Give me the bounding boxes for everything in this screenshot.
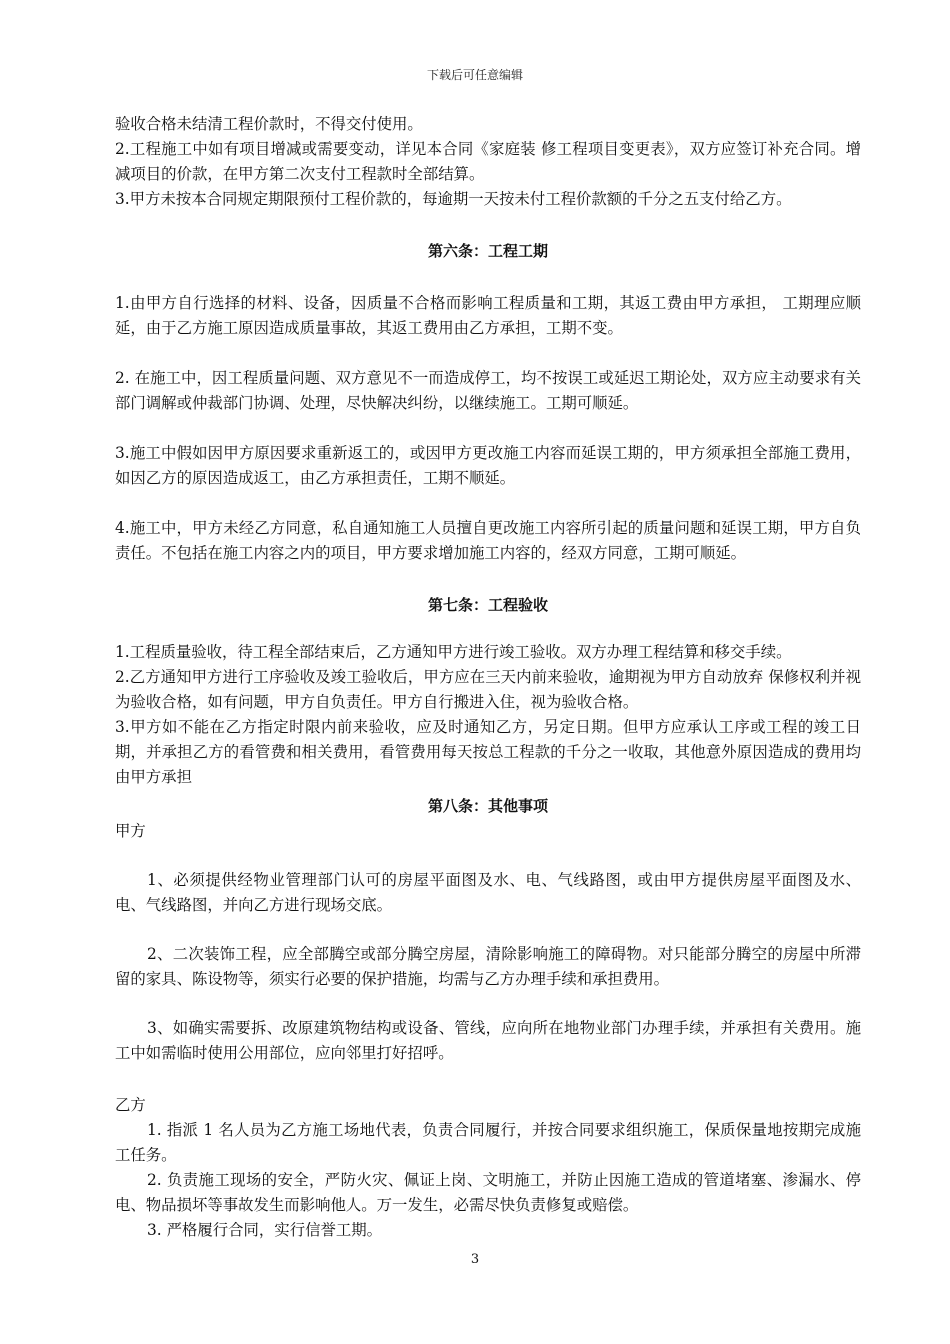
paragraph: 3.甲方如不能在乙方指定时限内前来验收，应及时通知乙方，另定日期。但甲方应承认工序或工程的竣工日期，并承担乙方的看管费和相关费用，看管费用每天按总工程款的千分之一收取，其他意外原因造成的费用均由甲方承担 xyxy=(115,718,861,786)
paragraph: 4.施工中，甲方未经乙方同意，私自通知施工人员擅自更改施工内容所引起的质量问题和延误工期，甲方自负责任。不包括在施工内容之内的项目，甲方要求增加施工内容的，经双方同意，工期可顺延。 xyxy=(115,519,861,562)
party-a-label: 甲方 xyxy=(115,822,146,840)
paragraph: 3.甲方未按本合同规定期限预付工程价款的，每逾期一天按未付工程价款额的千分之五支付给乙方。 xyxy=(115,190,792,208)
paragraph: 1、必须提供经物业管理部门认可的房屋平面图及水、电、气线路图，或由甲方提供房屋平面图及水、电、气线路图，并向乙方进行现场交底。 xyxy=(115,871,861,914)
paragraph: 2、二次装饰工程，应全部腾空或部分腾空房屋，清除影响施工的障碍物。对只能部分腾空的房屋中所滞留的家具、陈设物等，须实行必要的保护措施，均需与乙方办理手续和承担费用。 xyxy=(115,945,861,988)
paragraph: 2. 负责施工现场的安全，严防火灾、佩证上岗、文明施工，并防止因施工造成的管道堵塞、渗漏水、停电、物品损坏等事故发生而影响他人。万一发生，必需尽快负责修复或赔偿。 xyxy=(115,1171,861,1214)
section-heading: 第七条：工程验收 xyxy=(427,596,548,614)
paragraph: 验收合格未结清工程价款时，不得交付使用。 xyxy=(115,115,423,133)
paragraph: 1.由甲方自行选择的材料、设备，因质量不合格而影响工程质量和工期，其返工费由甲方承担， 工期理应顺延，由于乙方施工原因造成质量事故，其返工费用由乙方承担，工期不变。 xyxy=(115,294,861,337)
paragraph: 2.工程施工中如有项目增减或需要变动，详见本合同《家庭装 修工程项目变更表》，双方应签订补充合同。增减项目的价款，在甲方第二次支付工程款时全部结算。 xyxy=(115,140,861,183)
paragraph: 1.工程质量验收，待工程全部结束后，乙方通知甲方进行竣工验收。双方办理工程结算和移交手续。 xyxy=(115,643,792,661)
paragraph: 2. 在施工中，因工程质量问题、双方意见不一而造成停工，均不按误工或延迟工期论处，双方应主动要求有关部门调解或仲裁部门协调、处理，尽快解决纠纷，以继续施工。工期可顺延。 xyxy=(115,369,861,412)
paragraph: 3、如确实需要拆、改原建筑物结构或设备、管线，应向所在地物业部门办理手续，并承担有关费用。施工中如需临时使用公用部位，应向邻里打好招呼。 xyxy=(115,1019,861,1062)
paragraph: 1. 指派 1 名人员为乙方施工场地代表，负责合同履行，并按合同要求组织施工，保质保量地按期完成施工任务。 xyxy=(115,1121,861,1164)
page-number: 3 xyxy=(470,1252,480,1267)
paragraph: 2.乙方通知甲方进行工序验收及竣工验收后，甲方应在三天内前来验收，逾期视为甲方自动放弃 保修权利并视为验收合格，如有问题，甲方自负责任。甲方自行搬进入住，视为验收合格。 xyxy=(115,668,861,711)
party-b-label: 乙方 xyxy=(115,1096,146,1114)
section-heading: 第八条：其他事项 xyxy=(427,797,548,815)
document-body xyxy=(115,112,861,1243)
section-heading: 第六条：工程工期 xyxy=(427,242,548,260)
paragraph: 3. 严格履行合同，实行信誉工期。 xyxy=(147,1221,383,1239)
paragraph: 3.施工中假如因甲方原因要求重新返工的，或因甲方更改施工内容而延误工期的，甲方须承担全部施工费用，如因乙方的原因造成返工，由乙方承担责任，工期不顺延。 xyxy=(115,444,861,487)
page-header: 下载后可任意编辑 xyxy=(426,68,523,82)
